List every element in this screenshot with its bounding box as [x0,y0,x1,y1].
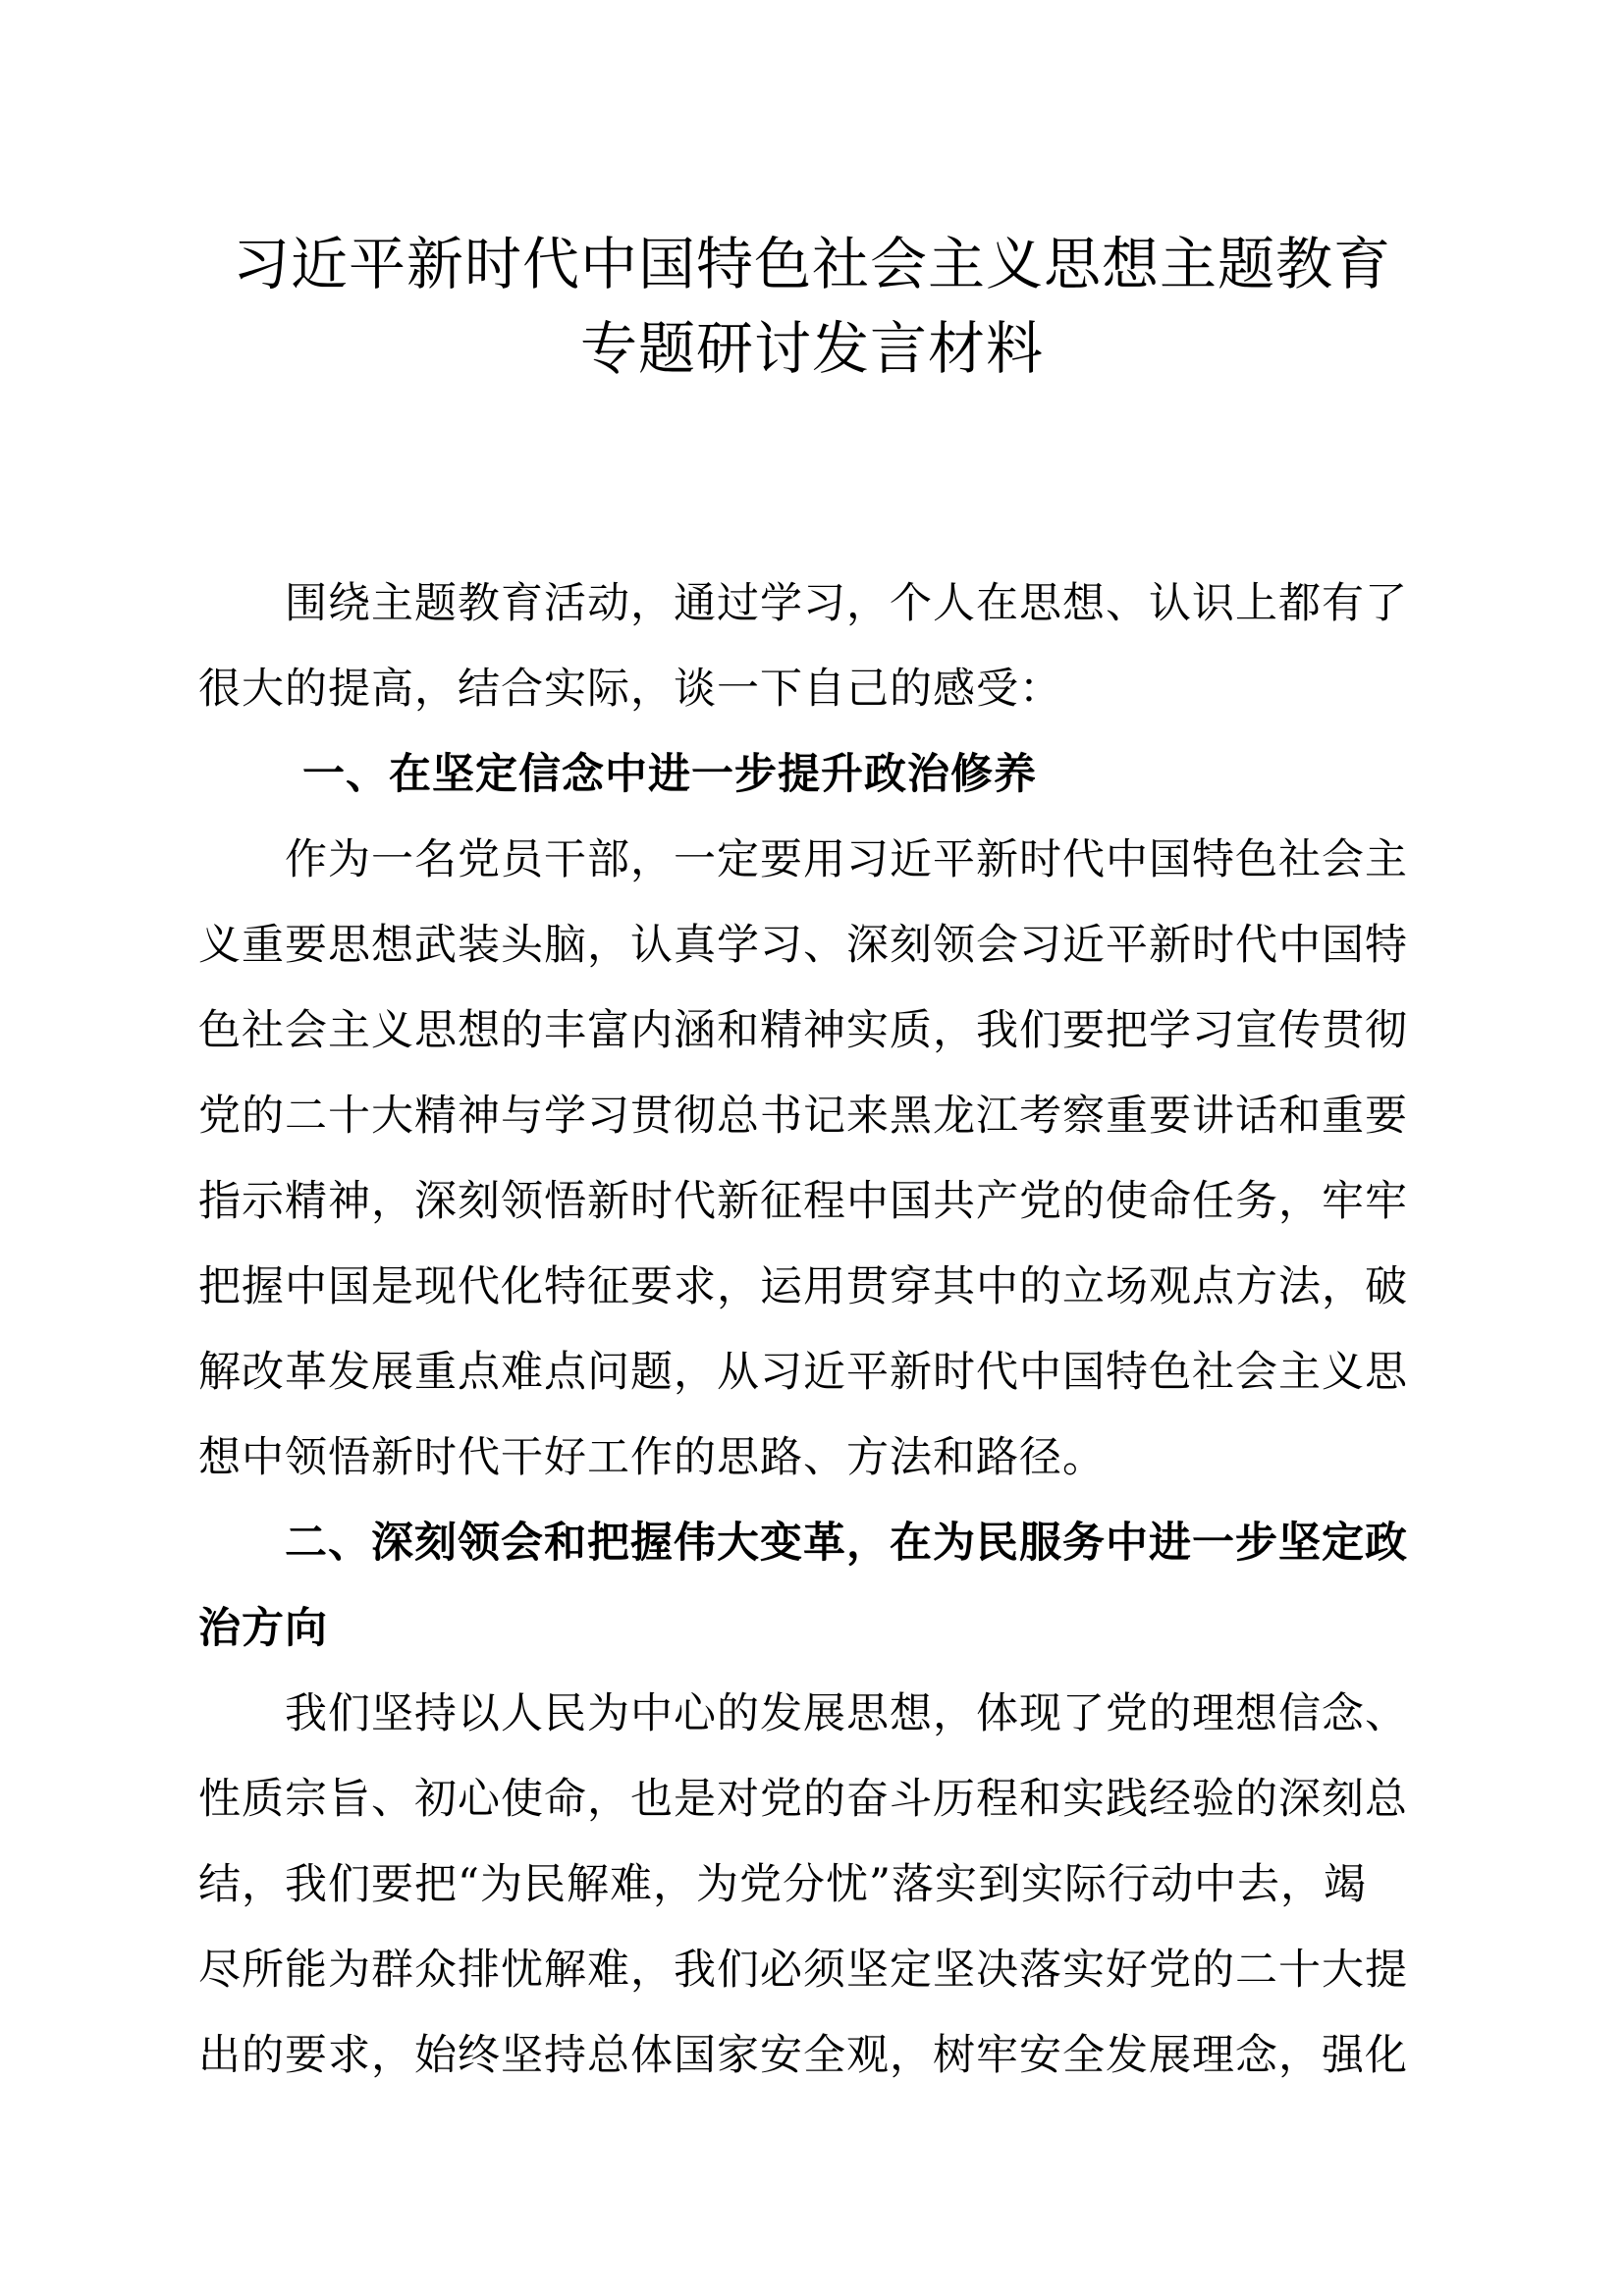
paragraph-line: 想中领悟新时代干好工作的思路、方法和路径。 [198,1433,1106,1482]
paragraph-line: 我们坚持以人民为中心的发展思想，体现了党的理想信念、 [285,1689,1408,1738]
intro-line: 很大的提高，结合实际，谈一下自己的感受： [198,665,1062,714]
document-title-line-1: 习近平新时代中国特色社会主义思想主题教育 [232,231,1391,297]
section-heading-2-cont: 治方向 [198,1604,328,1653]
paragraph-line: 指示精神，深刻领悟新时代新征程中国共产党的使命任务，牢牢 [198,1177,1408,1226]
paragraph-line: 把握中国是现代化特征要求，运用贯穿其中的立场观点方法，破 [198,1262,1408,1311]
paragraph-line: 色社会主义思想的丰富内涵和精神实质，我们要把学习宣传贯彻 [198,1006,1408,1055]
paragraph-line: 尽所能为群众排忧解难，我们必须坚定坚决落实好党的二十大提 [198,1946,1408,1995]
paragraph-line: 义重要思想武装头脑，认真学习、深刻领会习近平新时代中国特 [198,921,1408,970]
paragraph-line: 性质宗旨、初心使命，也是对党的奋斗历程和实践经验的深刻总 [198,1775,1408,1824]
paragraph-line: 解改革发展重点难点问题，从习近平新时代中国特色社会主义思 [198,1348,1408,1397]
document-title-line-2: 专题研讨发言材料 [579,315,1044,382]
document-body [198,561,1445,2099]
paragraph-line: 党的二十大精神与学习贯彻总书记来黑龙江考察重要讲话和重要 [198,1092,1408,1141]
section-heading-2: 二、深刻领会和把握伟大变革，在为民服务中进一步坚定政 [285,1519,1408,1568]
paragraph-line: 作为一名党员干部，一定要用习近平新时代中国特色社会主 [285,835,1408,884]
intro-line: 围绕主题教育活动，通过学习，个人在思想、认识上都有了 [285,579,1408,628]
paragraph-line: 出的要求，始终坚持总体国家安全观，树牢安全发展理念，强化 [198,2031,1408,2080]
section-heading-1: 一、在坚定信念中进一步提升政治修养 [302,750,1037,799]
paragraph-line: 结，我们要把“为民解难，为党分忧”落实到实际行动中去，竭 [198,1860,1367,1909]
